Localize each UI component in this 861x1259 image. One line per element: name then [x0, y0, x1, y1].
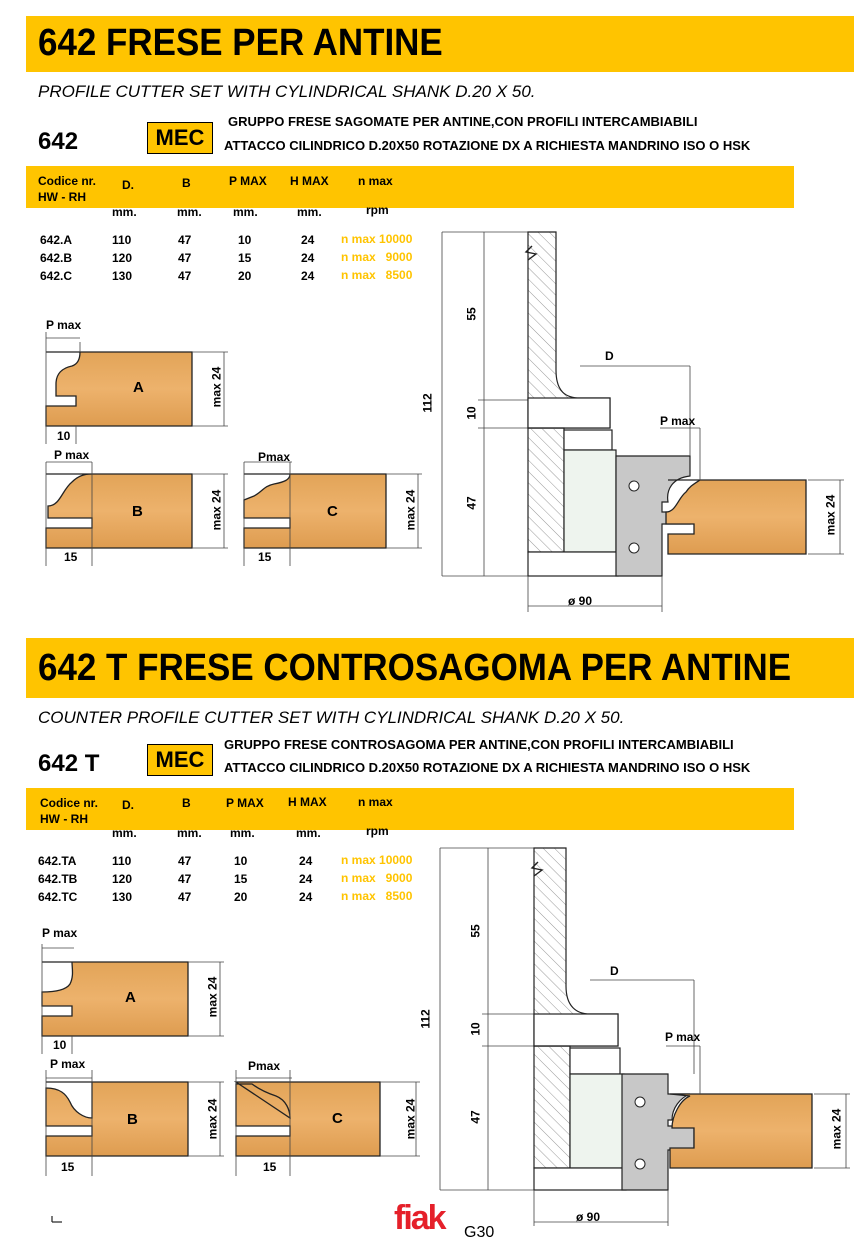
table-cell: 110 — [112, 233, 132, 247]
label-max24-a1: max 24 — [209, 366, 224, 408]
label-pmax-asm1: P max — [660, 414, 696, 428]
unit-rpm: rpm — [366, 824, 389, 838]
table-cell: 24 — [299, 890, 313, 904]
section-2-desc-line2: ATTACCO CILINDRICO D.20X50 ROTAZIONE DX A RICHIESTA MANDRINO ISO O HSK — [224, 760, 751, 775]
label-max24-c2: max 24 — [403, 1098, 418, 1140]
label-max24-b2: max 24 — [205, 1098, 220, 1140]
label-c2: C — [332, 1110, 343, 1127]
label-a2: A — [125, 989, 136, 1006]
table-cell-rpm: n max 10000 — [341, 853, 413, 867]
section-1-code: 642 — [38, 128, 79, 155]
section-2-code: 642 T — [38, 750, 100, 777]
table-cell-rpm: n max 9000 — [341, 871, 413, 885]
header-d: D. — [122, 798, 134, 812]
unit-p: mm. — [230, 826, 255, 840]
header-hmax: H MAX — [288, 795, 327, 809]
table-cell: 47 — [178, 233, 192, 247]
section-2-title: 642 T FRESE CONTROSAGOMA PER ANTINE — [38, 647, 792, 689]
section-1-desc-line1: GRUPPO FRESE SAGOMATE PER ANTINE,CON PROFILI INTERCAMBIABILI — [228, 114, 698, 129]
table-cell: 120 — [112, 251, 133, 265]
unit-rpm: rpm — [366, 203, 389, 217]
dim-d-2: D — [610, 964, 619, 978]
unit-d: mm. — [112, 826, 137, 840]
label-pmax-c1: Pmax — [258, 450, 291, 464]
table-cell-rpm: n max 9000 — [341, 250, 413, 264]
header-codice: Codice nr. — [40, 796, 99, 810]
label-10-a2: 10 — [53, 1038, 67, 1052]
table-cell: 15 — [234, 872, 248, 886]
label-max24-asm2: max 24 — [829, 1108, 844, 1150]
cutter-assembly-2 — [440, 848, 850, 1226]
section-2-mec-badge: MEC — [147, 744, 213, 776]
table-cell: 24 — [301, 233, 315, 247]
dim-112-1: 112 — [420, 393, 435, 413]
table-cell-rpm: n max 8500 — [341, 889, 413, 903]
header-d: D. — [122, 178, 134, 192]
unit-p: mm. — [233, 205, 258, 219]
table-cell: 110 — [112, 854, 132, 868]
page-number: G30 — [464, 1224, 495, 1241]
label-b1: B — [132, 503, 143, 520]
cutter-assembly-1 — [442, 232, 844, 612]
table-cell: 642.TC — [38, 890, 78, 904]
table-cell: 642.B — [40, 251, 73, 265]
section-1-title: 642 FRESE PER ANTINE — [38, 22, 443, 64]
label-pmax-asm2: P max — [665, 1030, 701, 1044]
dim-55-1: 55 — [464, 307, 479, 321]
label-15-c2: 15 — [263, 1160, 277, 1174]
header-hwrh: HW - RH — [38, 190, 86, 204]
table-cell: 24 — [299, 872, 313, 886]
table-cell: 47 — [178, 269, 192, 283]
section-2-subtitle: COUNTER PROFILE CUTTER SET WITH CYLINDRICAL SHANK D.20 X 50. — [38, 708, 625, 727]
label-c1: C — [327, 503, 338, 520]
header-hmax: H MAX — [290, 174, 329, 188]
table-cell: 10 — [234, 854, 248, 868]
unit-b: mm. — [177, 826, 202, 840]
table-cell: 120 — [112, 872, 133, 886]
label-15-b1: 15 — [64, 550, 78, 564]
table-cell: 24 — [301, 269, 315, 283]
header-pmax: P MAX — [229, 174, 267, 188]
header-hwrh: HW - RH — [40, 812, 88, 826]
section-2-desc-line1: GRUPPO FRESE CONTROSAGOMA PER ANTINE,CON PROFILI INTERCAMBIABILI — [224, 737, 734, 752]
label-pmax-b1: P max — [54, 448, 90, 462]
table-cell: 47 — [178, 890, 192, 904]
dim-112-2: 112 — [418, 1009, 433, 1029]
label-15-b2: 15 — [61, 1160, 75, 1174]
unit-b: mm. — [177, 205, 202, 219]
unit-d: mm. — [112, 205, 137, 219]
section-1-mec-badge: MEC — [147, 122, 213, 154]
table-cell: 10 — [238, 233, 252, 247]
label-pmax-b2: P max — [50, 1057, 86, 1071]
header-b: B — [182, 796, 191, 810]
unit-h: mm. — [297, 205, 322, 219]
table-cell: 642.TA — [38, 854, 77, 868]
dim-phi90-1: ø 90 — [568, 594, 593, 608]
table-cell: 20 — [234, 890, 248, 904]
label-b2: B — [127, 1111, 138, 1128]
header-nmax: n max — [358, 174, 393, 188]
table-cell: 24 — [299, 854, 313, 868]
table-cell-rpm: n max 10000 — [341, 232, 413, 246]
label-max24-a2: max 24 — [205, 976, 220, 1018]
dim-10-2: 10 — [468, 1022, 483, 1036]
table-cell: 130 — [112, 269, 133, 283]
fiak-logo: fiak — [394, 1199, 445, 1237]
table-cell: 130 — [112, 890, 133, 904]
label-pmax-a2: P max — [42, 926, 78, 940]
table-cell: 47 — [178, 872, 192, 886]
header-codice: Codice nr. — [38, 174, 97, 188]
section-1-desc-line2: ATTACCO CILINDRICO D.20X50 ROTAZIONE DX A RICHIESTA MANDRINO ISO O HSK — [224, 138, 751, 153]
header-b: B — [182, 176, 191, 190]
label-pmax-c2: Pmax — [248, 1059, 281, 1073]
dim-d-1: D — [605, 349, 614, 363]
dim-phi90-2: ø 90 — [576, 1210, 601, 1224]
dim-47-1: 47 — [464, 496, 479, 510]
label-pmax-a1: P max — [46, 318, 82, 332]
section-1-subtitle: PROFILE CUTTER SET WITH CYLINDRICAL SHANK D.20 X 50. — [38, 82, 536, 101]
header-nmax: n max — [358, 795, 393, 809]
table-cell-rpm: n max 8500 — [341, 268, 413, 282]
label-max24-asm1: max 24 — [823, 494, 838, 536]
table-cell: 20 — [238, 269, 252, 283]
dim-10-1: 10 — [464, 406, 479, 420]
table-cell: 642.TB — [38, 872, 78, 886]
table-cell: 24 — [301, 251, 315, 265]
table-cell: 15 — [238, 251, 252, 265]
table-cell: 642.C — [40, 269, 73, 283]
table-cell: 47 — [178, 251, 192, 265]
dim-47-2: 47 — [468, 1110, 483, 1124]
label-max24-b1: max 24 — [209, 489, 224, 531]
label-a1: A — [133, 379, 144, 396]
dim-55-2: 55 — [468, 924, 483, 938]
table-cell: 642.A — [40, 233, 73, 247]
label-max24-c1: max 24 — [403, 489, 418, 531]
table-cell: 47 — [178, 854, 192, 868]
header-pmax: P MAX — [226, 796, 264, 810]
label-15-c1: 15 — [258, 550, 272, 564]
unit-h: mm. — [296, 826, 321, 840]
label-10-a1: 10 — [57, 429, 71, 443]
